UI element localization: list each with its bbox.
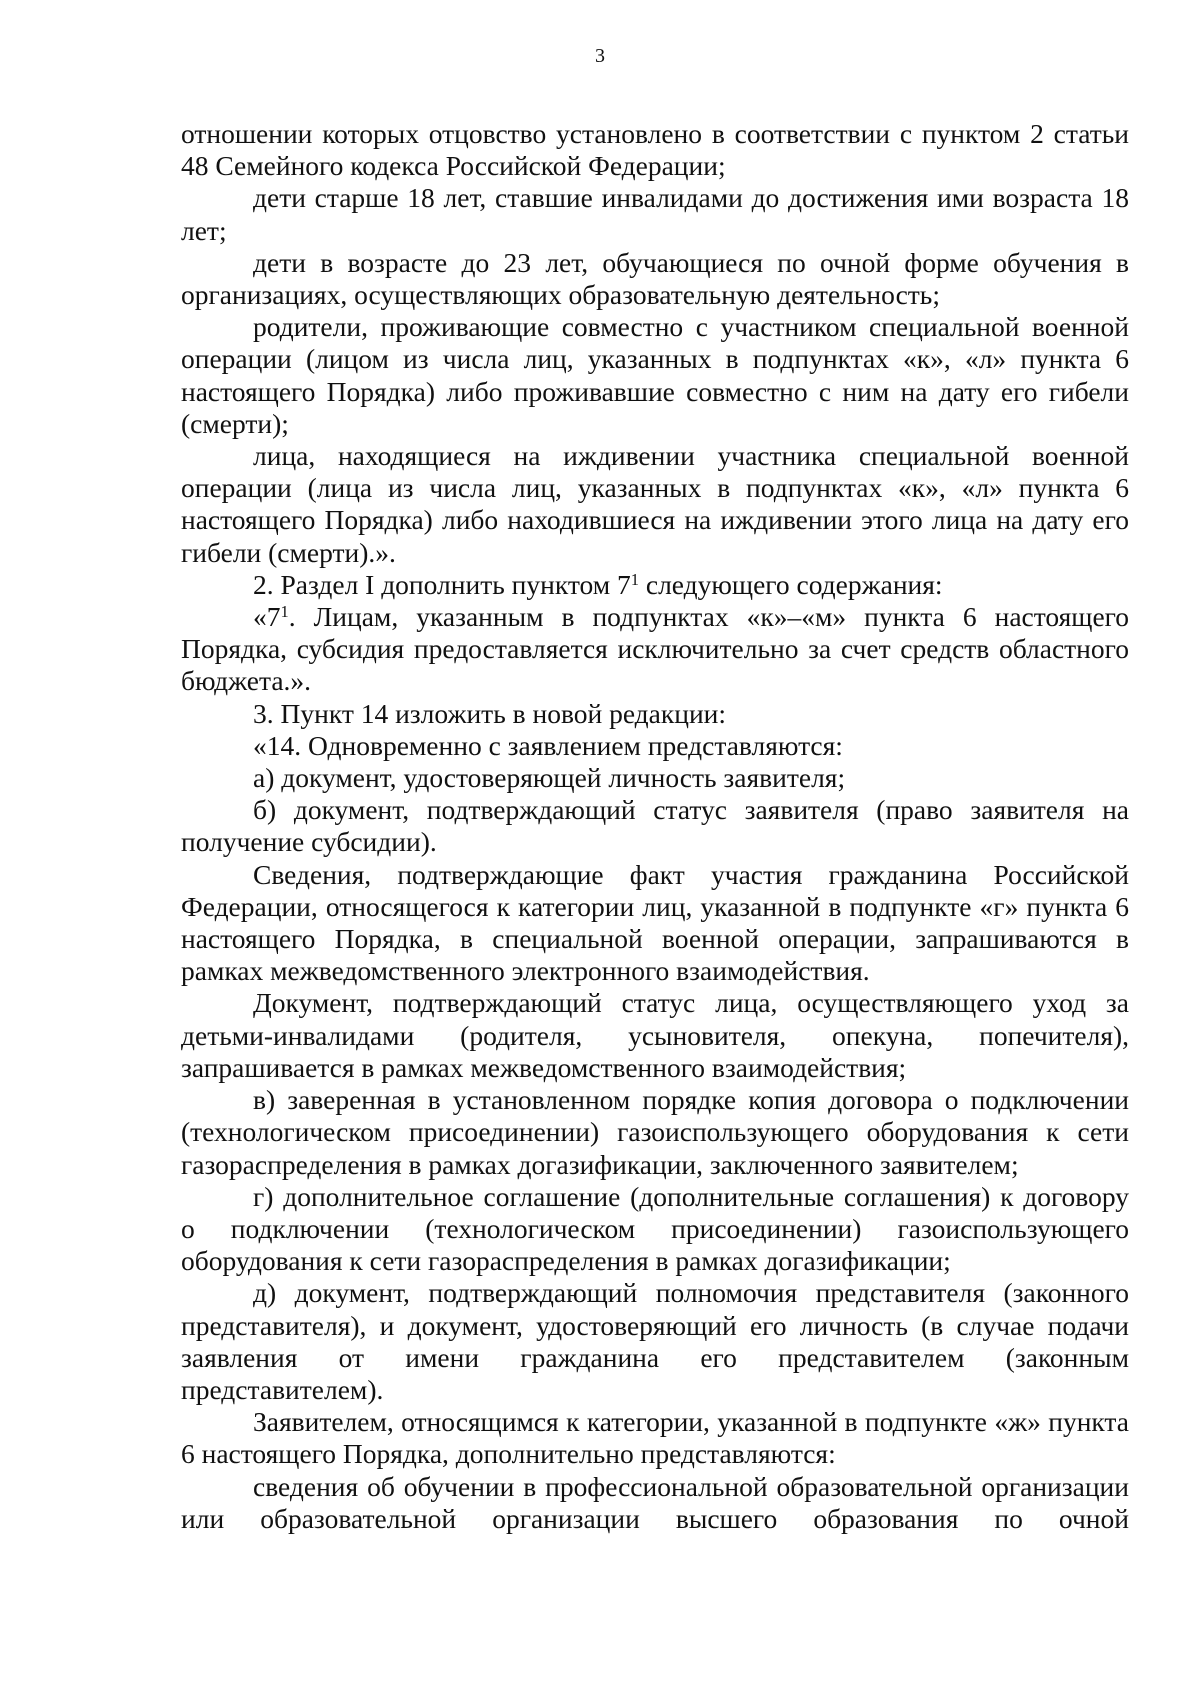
paragraph-12 bbox=[181, 859, 1129, 988]
paragraph-15 bbox=[181, 1181, 1129, 1278]
paragraph-16 bbox=[181, 1277, 1129, 1406]
paragraph-4 bbox=[181, 311, 1129, 440]
paragraph-6 bbox=[181, 569, 1129, 601]
paragraph-12-text: Сведения, подтверждающие факт участия гражданина Российской Федерации, относящегося к категории лиц, указанной в подпункте «г» пункта 6 настоящего Порядка, в специальной военной операции, запрашиваются в рамках межведомственного электронного взаимодействия. bbox=[181, 858, 1129, 987]
page-number: 3 bbox=[595, 45, 605, 67]
paragraph-18 bbox=[181, 1471, 1129, 1535]
paragraph-8-text: 3. Пункт 14 изложить в новой редакции: bbox=[253, 697, 727, 729]
paragraph-3 bbox=[181, 247, 1129, 311]
paragraph-14 bbox=[181, 1084, 1129, 1181]
paragraph-16-text: д) документ, подтверждающий полномочия представителя (законного представителя), и документ, удостоверяющий его личность (в случае подачи заявления от имени гражданина его представителем (законным представителем). bbox=[181, 1277, 1129, 1405]
paragraph-9-text: «14. Одновременно с заявлением представляются: bbox=[253, 729, 843, 761]
paragraph-14-text: в) заверенная в установленном порядке копия договора о подключении (технологическом присоединении) газоиспользующего оборудования к сети газораспределения в рамках догазификации, заключенного заявителем; bbox=[181, 1084, 1129, 1180]
paragraph-2 bbox=[181, 182, 1129, 246]
paragraph-5-text: лица, находящиеся на иждивении участника специальной военной операции (лица из числа лиц, указанных в подпунктах «к», «л» пункта 6 настоящего Порядка) либо находившиеся на иждивении этого лица на дату его гибели (смерти).». bbox=[181, 440, 1129, 568]
paragraph-6-text-after: следующего содержания: bbox=[638, 568, 943, 600]
paragraph-7-text: «7 bbox=[253, 601, 281, 633]
paragraph-4-text: родители, проживающие совместно с участником специальной военной операции (лицом из числа лиц, указанных в подпунктах «к», «л» пункта 6 настоящего Порядка) либо проживавшие совместно с ним на дату его гибели (смерти); bbox=[181, 311, 1129, 439]
paragraph-10-text: а) документ, удостоверяющей личность заявителя; bbox=[253, 762, 846, 794]
paragraph-15-text: г) дополнительное соглашение (дополнительные соглашения) к договору о подключении (технологическом присоединении) газоиспользующего оборудования к сети газораспределения в рамках догазификации; bbox=[181, 1180, 1129, 1277]
paragraph-17-text: Заявителем, относящимся к категории, указанной в подпункте «ж» пункта 6 настоящего Порядка, дополнительно представляются: bbox=[181, 1406, 1129, 1470]
paragraph-2-text: дети старше 18 лет, ставшие инвалидами до достижения ими возраста 18 лет; bbox=[181, 182, 1129, 246]
paragraph-7 bbox=[181, 601, 1129, 698]
paragraph-13-text: Документ, подтверждающий статус лица, осуществляющего уход за детьми-инвалидами (родителя, усыновителя, опекуна, попечителя), запрашивается в рамках межведомственного взаимодействия; bbox=[181, 987, 1129, 1083]
paragraph-1-text: отношении которых отцовство установлено в соответствии с пунктом 2 статьи 48 Семейного кодекса Российской Федерации; bbox=[181, 118, 1129, 182]
paragraph-7-text-after: . Лицам, указанным в подпунктах «к»–«м» пункта 6 настоящего Порядка, субсидия предоставляется исключительно за счет средств областного бюджета.». bbox=[181, 601, 1129, 697]
paragraph-6-text: 2. Раздел I дополнить пунктом 7 bbox=[253, 568, 631, 600]
document-body bbox=[181, 118, 1129, 1535]
paragraph-7-superscript: 1 bbox=[280, 601, 289, 621]
paragraph-5 bbox=[181, 440, 1129, 569]
paragraph-10 bbox=[181, 762, 1129, 794]
paragraph-3-text: дети в возрасте до 23 лет, обучающиеся по очной форме обучения в организациях, осуществляющих образовательную деятельность; bbox=[181, 246, 1129, 311]
paragraph-6-superscript: 1 bbox=[630, 569, 639, 589]
paragraph-8 bbox=[181, 698, 1129, 730]
paragraph-17 bbox=[181, 1406, 1129, 1470]
paragraph-9 bbox=[181, 730, 1129, 762]
paragraph-11 bbox=[181, 794, 1129, 858]
paragraph-1 bbox=[181, 118, 1129, 182]
paragraph-18-text: сведения об обучении в профессиональной образовательной организации или образовательной организации высшего образования по очной bbox=[181, 1470, 1129, 1534]
paragraph-13 bbox=[181, 987, 1129, 1084]
paragraph-11-text: б) документ, подтверждающий статус заявителя (право заявителя на получение субсидии). bbox=[181, 794, 1129, 858]
